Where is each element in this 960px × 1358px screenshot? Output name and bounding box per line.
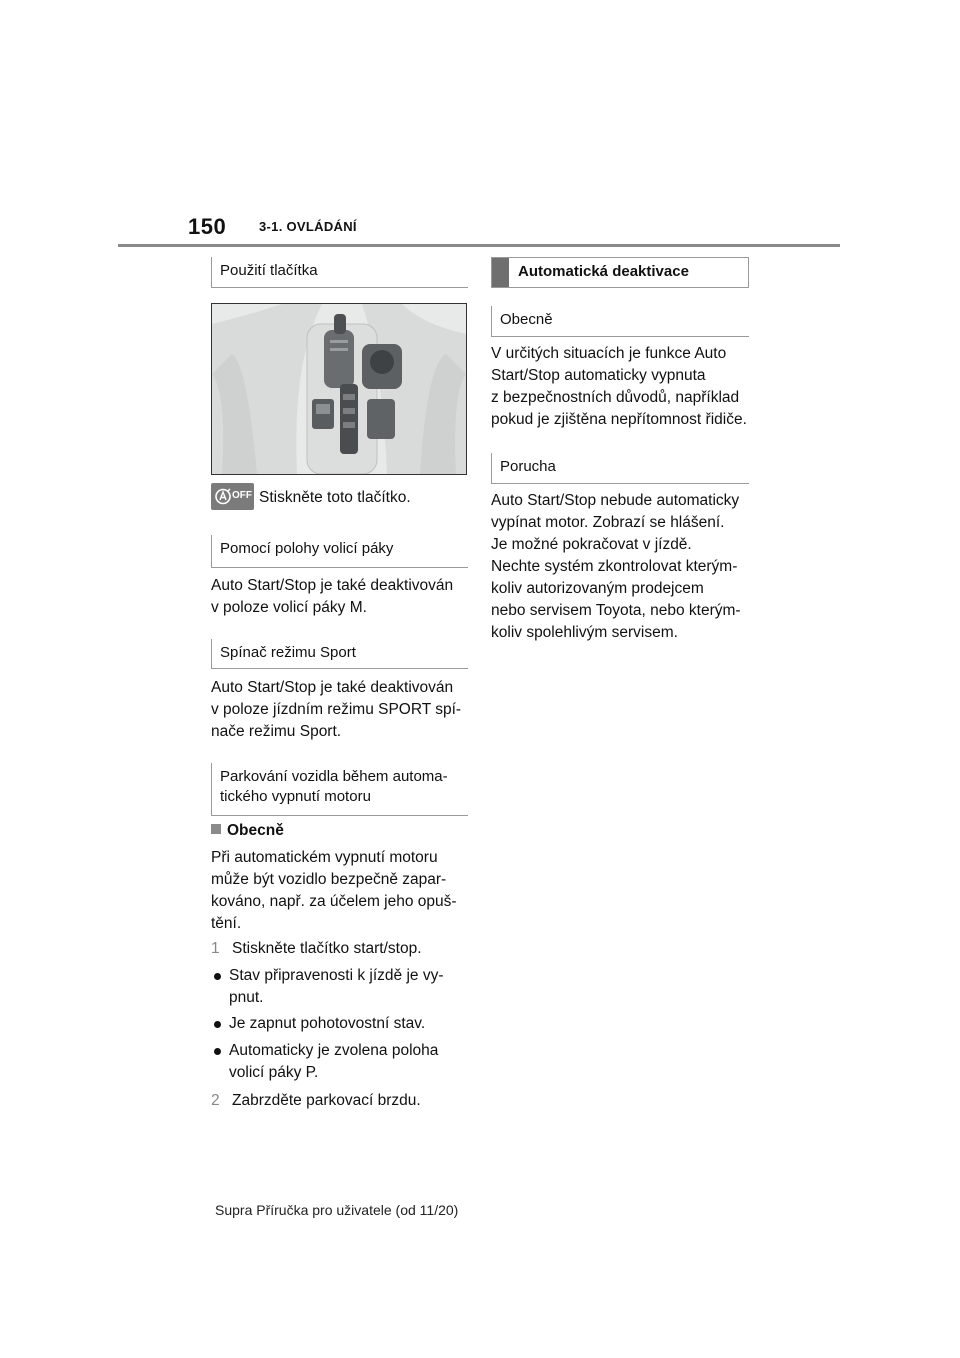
right-general-line-4: pokud je zjištěna nepřítomnost řidiče.	[491, 411, 747, 428]
fault-line-2: vypínat motor. Zobrazí se hlášení.	[491, 514, 725, 531]
step-1-number: 1	[211, 940, 220, 957]
fault-line-4: Nechte systém zkontrolovat kterým-	[491, 558, 738, 575]
subheading-sport: Spínač režimu Sport	[211, 639, 468, 669]
subheading-fault: Porucha	[491, 453, 749, 484]
off-badge-label: OFF	[232, 490, 252, 501]
fault-line-5: koliv autorizovaným prodejcem	[491, 580, 704, 597]
sport-text-line-2: v poloze jízdním režimu SPORT spí-	[211, 701, 462, 718]
button-caption: Stiskněte toto tlačítko.	[259, 489, 411, 506]
fault-line-6: nebo servisem Toyota, nebo kterým-	[491, 602, 741, 619]
fault-line-7: koliv spolehlivým servisem.	[491, 624, 678, 641]
center-console-illustration	[212, 304, 466, 474]
right-general-line-2: Start/Stop automaticky vypnuta	[491, 367, 706, 384]
subheading-parking-line-2: tického vypnutí motoru	[220, 788, 371, 805]
bullet-2-text: Je zapnut pohotovostní stav.	[229, 1015, 426, 1032]
general-text-line-1: Při automatickém vypnutí motoru	[211, 849, 438, 866]
page-number: 150	[188, 214, 227, 239]
subheading-button-use: Použití tlačítka	[211, 257, 468, 288]
bullet-dot-icon	[214, 973, 221, 980]
bullet-3-line-2: volicí páky P.	[229, 1064, 319, 1081]
general-text-line-3: kováno, např. za účelem jeho opuš-	[211, 893, 457, 910]
chapter-title: 3-1. OVLÁDÁNÍ	[259, 219, 357, 234]
step-2-number: 2	[211, 1092, 220, 1109]
center-console-figure	[211, 303, 467, 475]
general-text-line-4: tění.	[211, 915, 242, 932]
general-heading-label: Obecně	[227, 822, 284, 839]
header-divider	[118, 244, 840, 247]
step-1-text: Stiskněte tlačítko start/stop.	[232, 940, 422, 957]
subheading-lever: Pomocí polohy volicí páky	[211, 535, 468, 568]
footer-text: Supra Příručka pro uživatele (od 11/20)	[215, 1202, 459, 1218]
subheading-right-general: Obecně	[491, 306, 749, 337]
bullet-dot-icon	[214, 1021, 221, 1028]
section-heading-auto-deactivation	[491, 257, 749, 288]
bullet-1-line-1: Stav připravenosti k jízdě je vy-	[229, 967, 444, 984]
section-marker	[492, 258, 509, 287]
general-heading	[211, 820, 284, 842]
bullet-dot-icon	[214, 1048, 221, 1055]
lever-text-line-1: Auto Start/Stop je také deaktivován	[211, 577, 454, 594]
fault-line-3: Je možné pokračovat v jízdě.	[491, 536, 692, 553]
section-heading-label: Automatická deaktivace	[518, 263, 689, 280]
fault-line-1: Auto Start/Stop nebude automaticky	[491, 492, 740, 509]
subheading-parking-line-1: Parkování vozidla během automa-	[220, 768, 448, 785]
lever-text-line-2: v poloze volicí páky M.	[211, 599, 367, 616]
step-2-text: Zabrzděte parkovací brzdu.	[232, 1092, 421, 1109]
square-bullet-icon	[211, 824, 221, 834]
right-general-line-3: z bezpečnostních důvodů, například	[491, 389, 740, 406]
right-general-line-1: V určitých situacích je funkce Auto	[491, 345, 727, 362]
sport-text-line-3: nače režimu Sport.	[211, 723, 342, 740]
bullet-3-line-1: Automaticky je zvolena poloha	[229, 1042, 439, 1059]
subheading-parking	[211, 763, 468, 816]
general-text-line-2: může být vozidlo bezpečně zapar-	[211, 871, 447, 888]
auto-off-button-icon	[211, 483, 254, 510]
bullet-1-line-2: pnut.	[229, 989, 264, 1006]
sport-text-line-1: Auto Start/Stop je také deaktivován	[211, 679, 454, 696]
